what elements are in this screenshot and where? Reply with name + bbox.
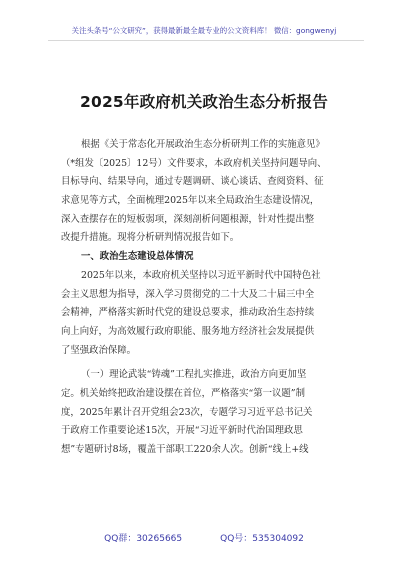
qq-number-text: QQ号：535304092 — [220, 534, 304, 544]
text-line: 想”专题研讨8场，覆盖干部职工220余人次。创新“线上+线 — [61, 444, 309, 455]
text-line: 度，2025年累计召开党组会23次，专题学习习近平总书记关 — [61, 406, 313, 418]
contact-footer — [0, 531, 408, 544]
text-line: 于政府工作重要论述15次，开展“习近平新时代治国理政思 — [61, 425, 303, 437]
text-line: 定。机关始终把政治建设摆在首位，严格落实“第一议题”制 — [61, 387, 305, 399]
section-heading: 一、政治生态建设总体情况 — [81, 251, 194, 263]
promo-banner: 关注头条号“公文研究”，获得最新最全最专业的公文资料库！ 微信：gongwenyj — [71, 26, 337, 35]
text-line: 向上向好，为高效履行政府职能、服务地方经济社会发展提供 — [61, 325, 315, 337]
text-line: 了坚强政治保障。 — [61, 344, 137, 356]
paragraph-intro — [61, 136, 357, 248]
text-line: 改提升措施。现将分析研判情况报告如下。 — [61, 232, 240, 244]
text-line: 深入查摆存在的短板弱项，深刻剖析问题根源，针对性提出整 — [61, 213, 315, 225]
text-line: （一）理论武装“铸魂”工程扎实推进，政治方向更加坚 — [81, 369, 307, 381]
header-divider — [48, 40, 364, 41]
document-title: 2025年政府机关政治生态分析报告 — [79, 93, 329, 111]
text-line: 求意见等方式，全面梳理2025年以来全局政治生态建设情况， — [61, 195, 320, 207]
text-line: 会主义思想为指导，深入学习贯彻党的二十大及二十届三中全 — [61, 288, 315, 300]
qq-group-text: QQ群：30265665 — [104, 534, 183, 544]
text-line: 2025年以来，本政府机关坚持以习近平新时代中国特色社 — [81, 269, 321, 281]
text-line: 会精神，严格落实新时代党的建设总要求，推动政治生态持续 — [61, 307, 315, 319]
text-line: 根据《关于常态化开展政治生态分析研判工作的实施意见》 — [81, 139, 325, 150]
text-line: 目标导向、结果导向，通过专题调研、谈心谈话、查阅资料、征 — [61, 176, 324, 188]
document-body — [61, 136, 357, 460]
paragraph-overview — [61, 267, 357, 360]
paragraph-theory — [61, 366, 357, 459]
text-line: （*组发〔2025〕12号）文件要求，本政府机关坚持问题导向、 — [61, 157, 327, 169]
